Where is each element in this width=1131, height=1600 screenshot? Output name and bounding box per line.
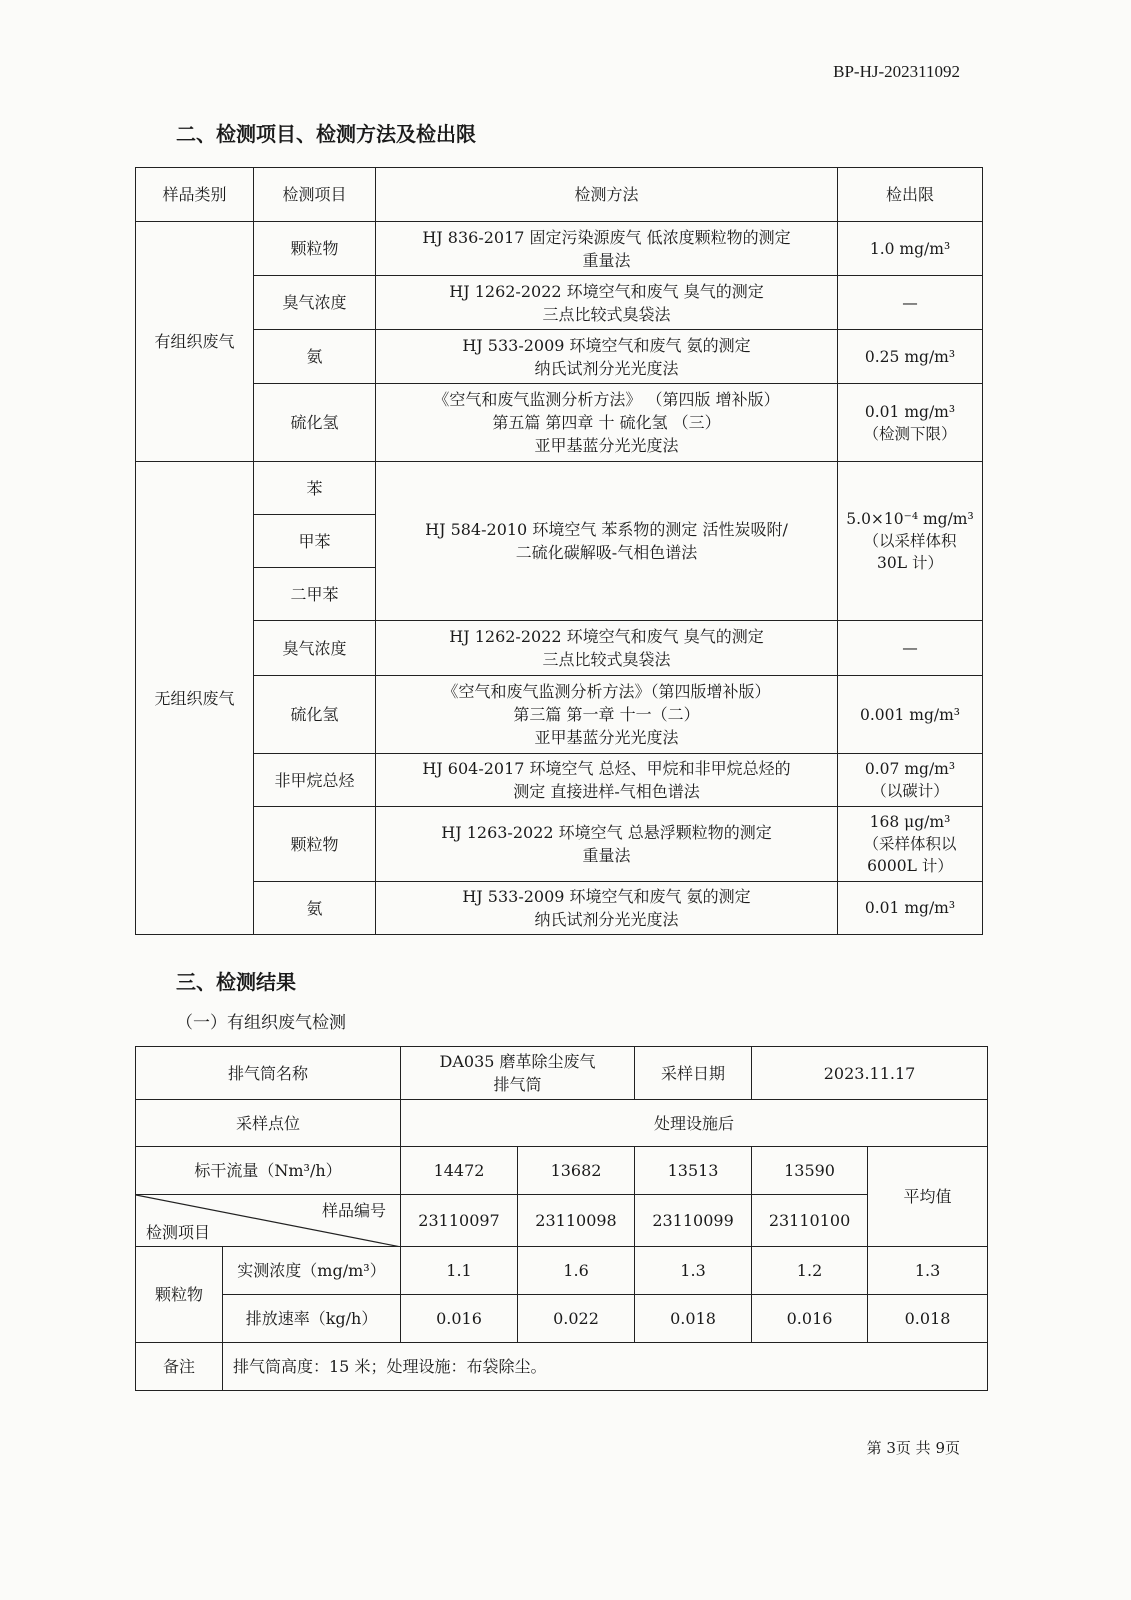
category-organized: 有组织废气	[136, 222, 254, 462]
table-row	[136, 754, 983, 807]
table-row	[136, 807, 983, 882]
flow-value: 14472	[401, 1147, 518, 1195]
conc-value: 1.6	[518, 1247, 635, 1295]
stack-name-label: 排气筒名称	[136, 1047, 401, 1100]
pollutant-name: 颗粒物	[136, 1247, 223, 1343]
page-footer: 第 3页 共 9页	[866, 1439, 960, 1457]
flow-value: 13590	[752, 1147, 868, 1195]
item-name: 硫化氢	[254, 384, 376, 462]
method-cell: HJ 604-2017 环境空气 总烃、甲烷和非甲烷总烃的 测定 直接进样-气相色谱法	[376, 754, 838, 807]
table-row	[136, 1047, 988, 1100]
table-row	[136, 1147, 988, 1195]
sample-number: 23110099	[635, 1195, 752, 1247]
table-row	[136, 330, 983, 384]
limit-cell: 168 μg/m³ （采样体积以 6000L 计）	[838, 807, 983, 882]
item-name: 非甲烷总烃	[254, 754, 376, 807]
section3-subheading: （一）有组织废气检测	[176, 1013, 346, 1033]
section2-heading: 二、检测项目、检测方法及检出限	[176, 122, 476, 146]
table-row	[136, 882, 983, 935]
item-name: 氨	[254, 882, 376, 935]
limit-cell: 0.25 mg/m³	[838, 330, 983, 384]
limit-cell: —	[838, 276, 983, 330]
rate-value: 0.022	[518, 1295, 635, 1343]
conc-label: 实测浓度（mg/m³）	[223, 1247, 401, 1295]
conc-average: 1.3	[868, 1247, 988, 1295]
flow-value: 13513	[635, 1147, 752, 1195]
rate-value: 0.018	[635, 1295, 752, 1343]
table-row	[136, 1343, 988, 1391]
sample-number: 23110098	[518, 1195, 635, 1247]
table-row	[136, 222, 983, 276]
item-name: 臭气浓度	[254, 621, 376, 676]
section3-heading: 三、检测结果	[176, 970, 296, 994]
method-cell: HJ 533-2009 环境空气和废气 氨的测定 纳氏试剂分光光度法	[376, 330, 838, 384]
sampling-point: 处理设施后	[401, 1100, 988, 1147]
rate-value: 0.016	[401, 1295, 518, 1343]
item-name: 颗粒物	[254, 222, 376, 276]
limit-cell: 5.0×10⁻⁴ mg/m³ （以采样体积 30L 计）	[838, 462, 983, 621]
limit-cell: 0.01 mg/m³ （检测下限）	[838, 384, 983, 462]
method-cell: HJ 1262-2022 环境空气和废气 臭气的测定 三点比较式臭袋法	[376, 621, 838, 676]
item-name: 苯	[254, 462, 376, 515]
flow-label: 标干流量（Nm³/h）	[136, 1147, 401, 1195]
item-name: 甲苯	[254, 515, 376, 568]
methods-header-row	[136, 168, 983, 222]
table-row	[136, 384, 983, 462]
table-row	[136, 1247, 988, 1295]
method-cell: HJ 1262-2022 环境空气和废气 臭气的测定 三点比较式臭袋法	[376, 276, 838, 330]
diagonal-header-cell	[136, 1195, 401, 1247]
limit-cell: 1.0 mg/m³	[838, 222, 983, 276]
remark-label: 备注	[136, 1343, 223, 1391]
item-name: 二甲苯	[254, 568, 376, 621]
conc-value: 1.1	[401, 1247, 518, 1295]
item-name: 硫化氢	[254, 676, 376, 754]
table-row	[136, 1195, 988, 1247]
method-cell: 《空气和废气监测分析方法》 （第四版 增补版） 第五篇 第四章 十 硫化氢 （三） 亚甲基蓝分光光度法	[376, 384, 838, 462]
sampling-date: 2023.11.17	[752, 1047, 988, 1100]
method-cell: HJ 584-2010 环境空气 苯系物的测定 活性炭吸附/ 二硫化碳解吸-气相色谱法	[376, 462, 838, 621]
table-row	[136, 462, 983, 515]
sample-number: 23110100	[752, 1195, 868, 1247]
average-label: 平均值	[868, 1147, 988, 1247]
results-table	[135, 1046, 988, 1391]
table-row	[136, 276, 983, 330]
header-limit: 检出限	[838, 168, 983, 222]
limit-cell: 0.07 mg/m³ （以碳计）	[838, 754, 983, 807]
point-label: 采样点位	[136, 1100, 401, 1147]
stack-name: DA035 磨革除尘废气 排气筒	[401, 1047, 635, 1100]
limit-cell: 0.001 mg/m³	[838, 676, 983, 754]
item-name: 臭气浓度	[254, 276, 376, 330]
table-row	[136, 1100, 988, 1147]
method-cell: HJ 1263-2022 环境空气 总悬浮颗粒物的测定 重量法	[376, 807, 838, 882]
method-cell: HJ 836-2017 固定污染源废气 低浓度颗粒物的测定 重量法	[376, 222, 838, 276]
date-label: 采样日期	[635, 1047, 752, 1100]
table-row	[136, 621, 983, 676]
remark-text: 排气筒高度：15 米；处理设施：布袋除尘。	[223, 1343, 988, 1391]
item-name: 颗粒物	[254, 807, 376, 882]
document-number: BP-HJ-202311092	[833, 62, 960, 81]
methods-table	[135, 167, 983, 935]
table-row	[136, 676, 983, 754]
rate-value: 0.016	[752, 1295, 868, 1343]
header-category: 样品类别	[136, 168, 254, 222]
sample-no-label: 样品编号	[322, 1201, 387, 1220]
sample-number: 23110097	[401, 1195, 518, 1247]
method-cell: 《空气和废气监测分析方法》（第四版增补版） 第三篇 第一章 十一（二） 亚甲基蓝分光光度法	[376, 676, 838, 754]
method-cell: HJ 533-2009 环境空气和废气 氨的测定 纳氏试剂分光光度法	[376, 882, 838, 935]
table-row	[136, 1295, 988, 1343]
item-label: 检测项目	[146, 1223, 211, 1242]
limit-cell: 0.01 mg/m³	[838, 882, 983, 935]
header-item: 检测项目	[254, 168, 376, 222]
category-unorganized: 无组织废气	[136, 462, 254, 935]
rate-label: 排放速率（kg/h）	[223, 1295, 401, 1343]
rate-average: 0.018	[868, 1295, 988, 1343]
item-name: 氨	[254, 330, 376, 384]
conc-value: 1.2	[752, 1247, 868, 1295]
header-method: 检测方法	[376, 168, 838, 222]
flow-value: 13682	[518, 1147, 635, 1195]
limit-cell: —	[838, 621, 983, 676]
conc-value: 1.3	[635, 1247, 752, 1295]
